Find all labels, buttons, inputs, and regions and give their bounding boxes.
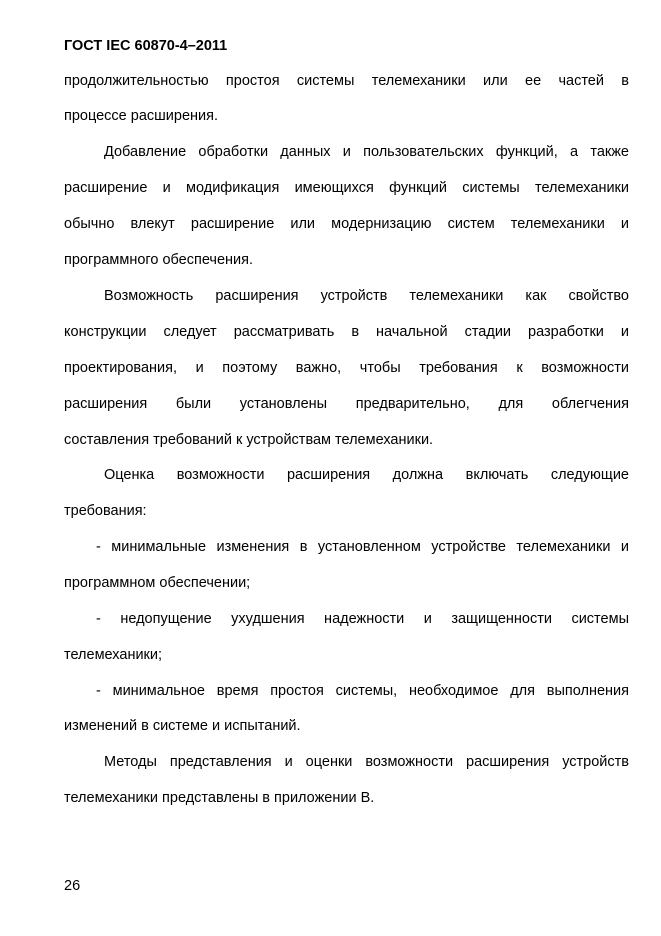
text-line: Методы представления и оценки возможности расширения устройств xyxy=(104,754,629,770)
text-line: обычно влекут расширение или модернизацию систем телемеханики и xyxy=(64,216,629,232)
text-line: программном обеспечении; xyxy=(64,575,251,591)
text-line: продолжительностью простоя системы телемеханики или ее частей в xyxy=(64,73,629,89)
list-item-line: - недопущение ухудшения надежности и защищенности системы xyxy=(96,611,629,627)
text-line: конструкции следует рассматривать в начальной стадии разработки и xyxy=(64,324,629,340)
text-line: телемеханики представлены в приложении В. xyxy=(64,790,375,806)
text-line: проектирования, и поэтому важно, чтобы требования к возможности xyxy=(64,360,629,376)
document-header: ГОСТ IEC 60870-4–2011 xyxy=(64,38,228,54)
text-line: расширение и модификация имеющихся функций системы телемеханики xyxy=(64,180,629,196)
text-line: составления требований к устройствам телемеханики. xyxy=(64,432,434,448)
text-line: расширения были установлены предварительно, для облегчения xyxy=(64,396,629,412)
text-line: требования: xyxy=(64,503,147,519)
text-line: Добавление обработки данных и пользовательских функций, а также xyxy=(104,144,629,160)
text-line: телемеханики; xyxy=(64,647,163,663)
text-line: изменений в системе и испытаний. xyxy=(64,718,301,734)
list-item-line: - минимальное время простоя системы, необходимое для выполнения xyxy=(96,683,629,699)
text-line: процессе расширения. xyxy=(64,108,219,124)
text-line: Оценка возможности расширения должна включать следующие xyxy=(104,467,629,483)
text-line: Возможность расширения устройств телемеханики как свойство xyxy=(104,288,629,304)
page-number: 26 xyxy=(64,878,81,894)
text-line: программного обеспечения. xyxy=(64,252,254,268)
list-item-line: - минимальные изменения в установленном устройстве телемеханики и xyxy=(96,539,629,555)
